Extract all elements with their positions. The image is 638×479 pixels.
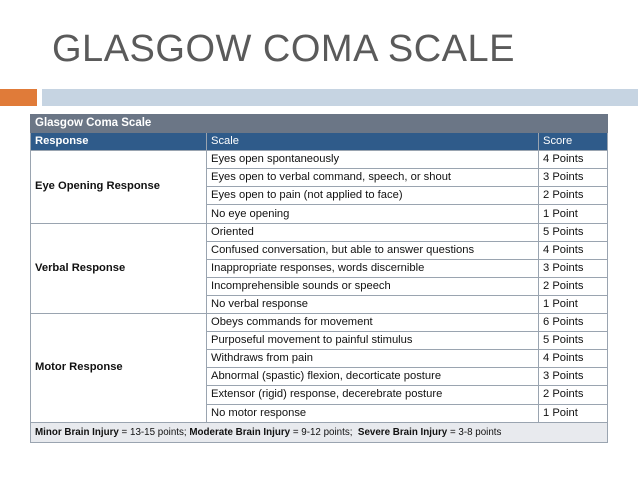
score-cell: 6 Points — [539, 314, 608, 332]
score-cell: 5 Points — [539, 223, 608, 241]
glasgow-coma-scale-table — [30, 114, 608, 443]
scale-cell: Obeys commands for movement — [207, 314, 539, 332]
divider-bar — [42, 89, 638, 106]
score-cell: 4 Points — [539, 241, 608, 259]
table-row — [31, 151, 608, 169]
minor-label: Minor Brain Injury — [35, 426, 119, 438]
scale-cell: Eyes open spontaneously — [207, 151, 539, 169]
score-cell: 1 Point — [539, 404, 608, 422]
scale-cell: Abnormal (spastic) flexion, decorticate posture — [207, 368, 539, 386]
score-cell: 4 Points — [539, 350, 608, 368]
score-cell: 1 Point — [539, 205, 608, 223]
table-title: Glasgow Coma Scale — [31, 115, 608, 133]
header-score: Score — [539, 133, 608, 151]
severity-legend — [31, 422, 608, 442]
score-cell: 2 Points — [539, 386, 608, 404]
scale-cell: No motor response — [207, 404, 539, 422]
scale-cell: Oriented — [207, 223, 539, 241]
scale-cell: Purposeful movement to painful stimulus — [207, 332, 539, 350]
minor-value: = 13-15 points; — [118, 426, 187, 438]
score-cell: 3 Points — [539, 259, 608, 277]
score-cell: 2 Points — [539, 277, 608, 295]
scale-cell: Confused conversation, but able to answer questions — [207, 241, 539, 259]
score-cell: 3 Points — [539, 368, 608, 386]
header-response: Response — [31, 133, 207, 151]
moderate-label: Moderate Brain Injury — [189, 426, 291, 438]
score-cell: 4 Points — [539, 151, 608, 169]
table-body — [31, 151, 608, 422]
severe-value: = 3-8 points — [447, 426, 502, 438]
scale-cell: Eyes open to pain (not applied to face) — [207, 187, 539, 205]
scale-cell: Eyes open to verbal command, speech, or shout — [207, 169, 539, 187]
severe-label: Severe Brain Injury — [357, 426, 448, 438]
group-label-verbal: Verbal Response — [31, 223, 207, 313]
table-header-row — [31, 133, 608, 151]
scale-cell: Withdraws from pain — [207, 350, 539, 368]
scale-cell: Incomprehensible sounds or speech — [207, 277, 539, 295]
score-cell: 2 Points — [539, 187, 608, 205]
table-row — [31, 223, 608, 241]
group-label-motor: Motor Response — [31, 314, 207, 423]
table-footer-row — [31, 422, 608, 442]
slide-title: GLASGOW COMA SCALE — [52, 28, 515, 70]
moderate-value: = 9-12 points; — [290, 426, 353, 438]
scale-cell: No verbal response — [207, 295, 539, 313]
header-scale: Scale — [207, 133, 539, 151]
score-cell: 3 Points — [539, 169, 608, 187]
score-cell: 1 Point — [539, 295, 608, 313]
scale-cell: Extensor (rigid) response, decerebrate posture — [207, 386, 539, 404]
table-title-row — [31, 115, 608, 133]
table-row — [31, 314, 608, 332]
scale-cell: Inappropriate responses, words discernible — [207, 259, 539, 277]
group-label-eye: Eye Opening Response — [31, 151, 207, 223]
accent-bar — [0, 89, 37, 106]
scale-cell: No eye opening — [207, 205, 539, 223]
score-cell: 5 Points — [539, 332, 608, 350]
